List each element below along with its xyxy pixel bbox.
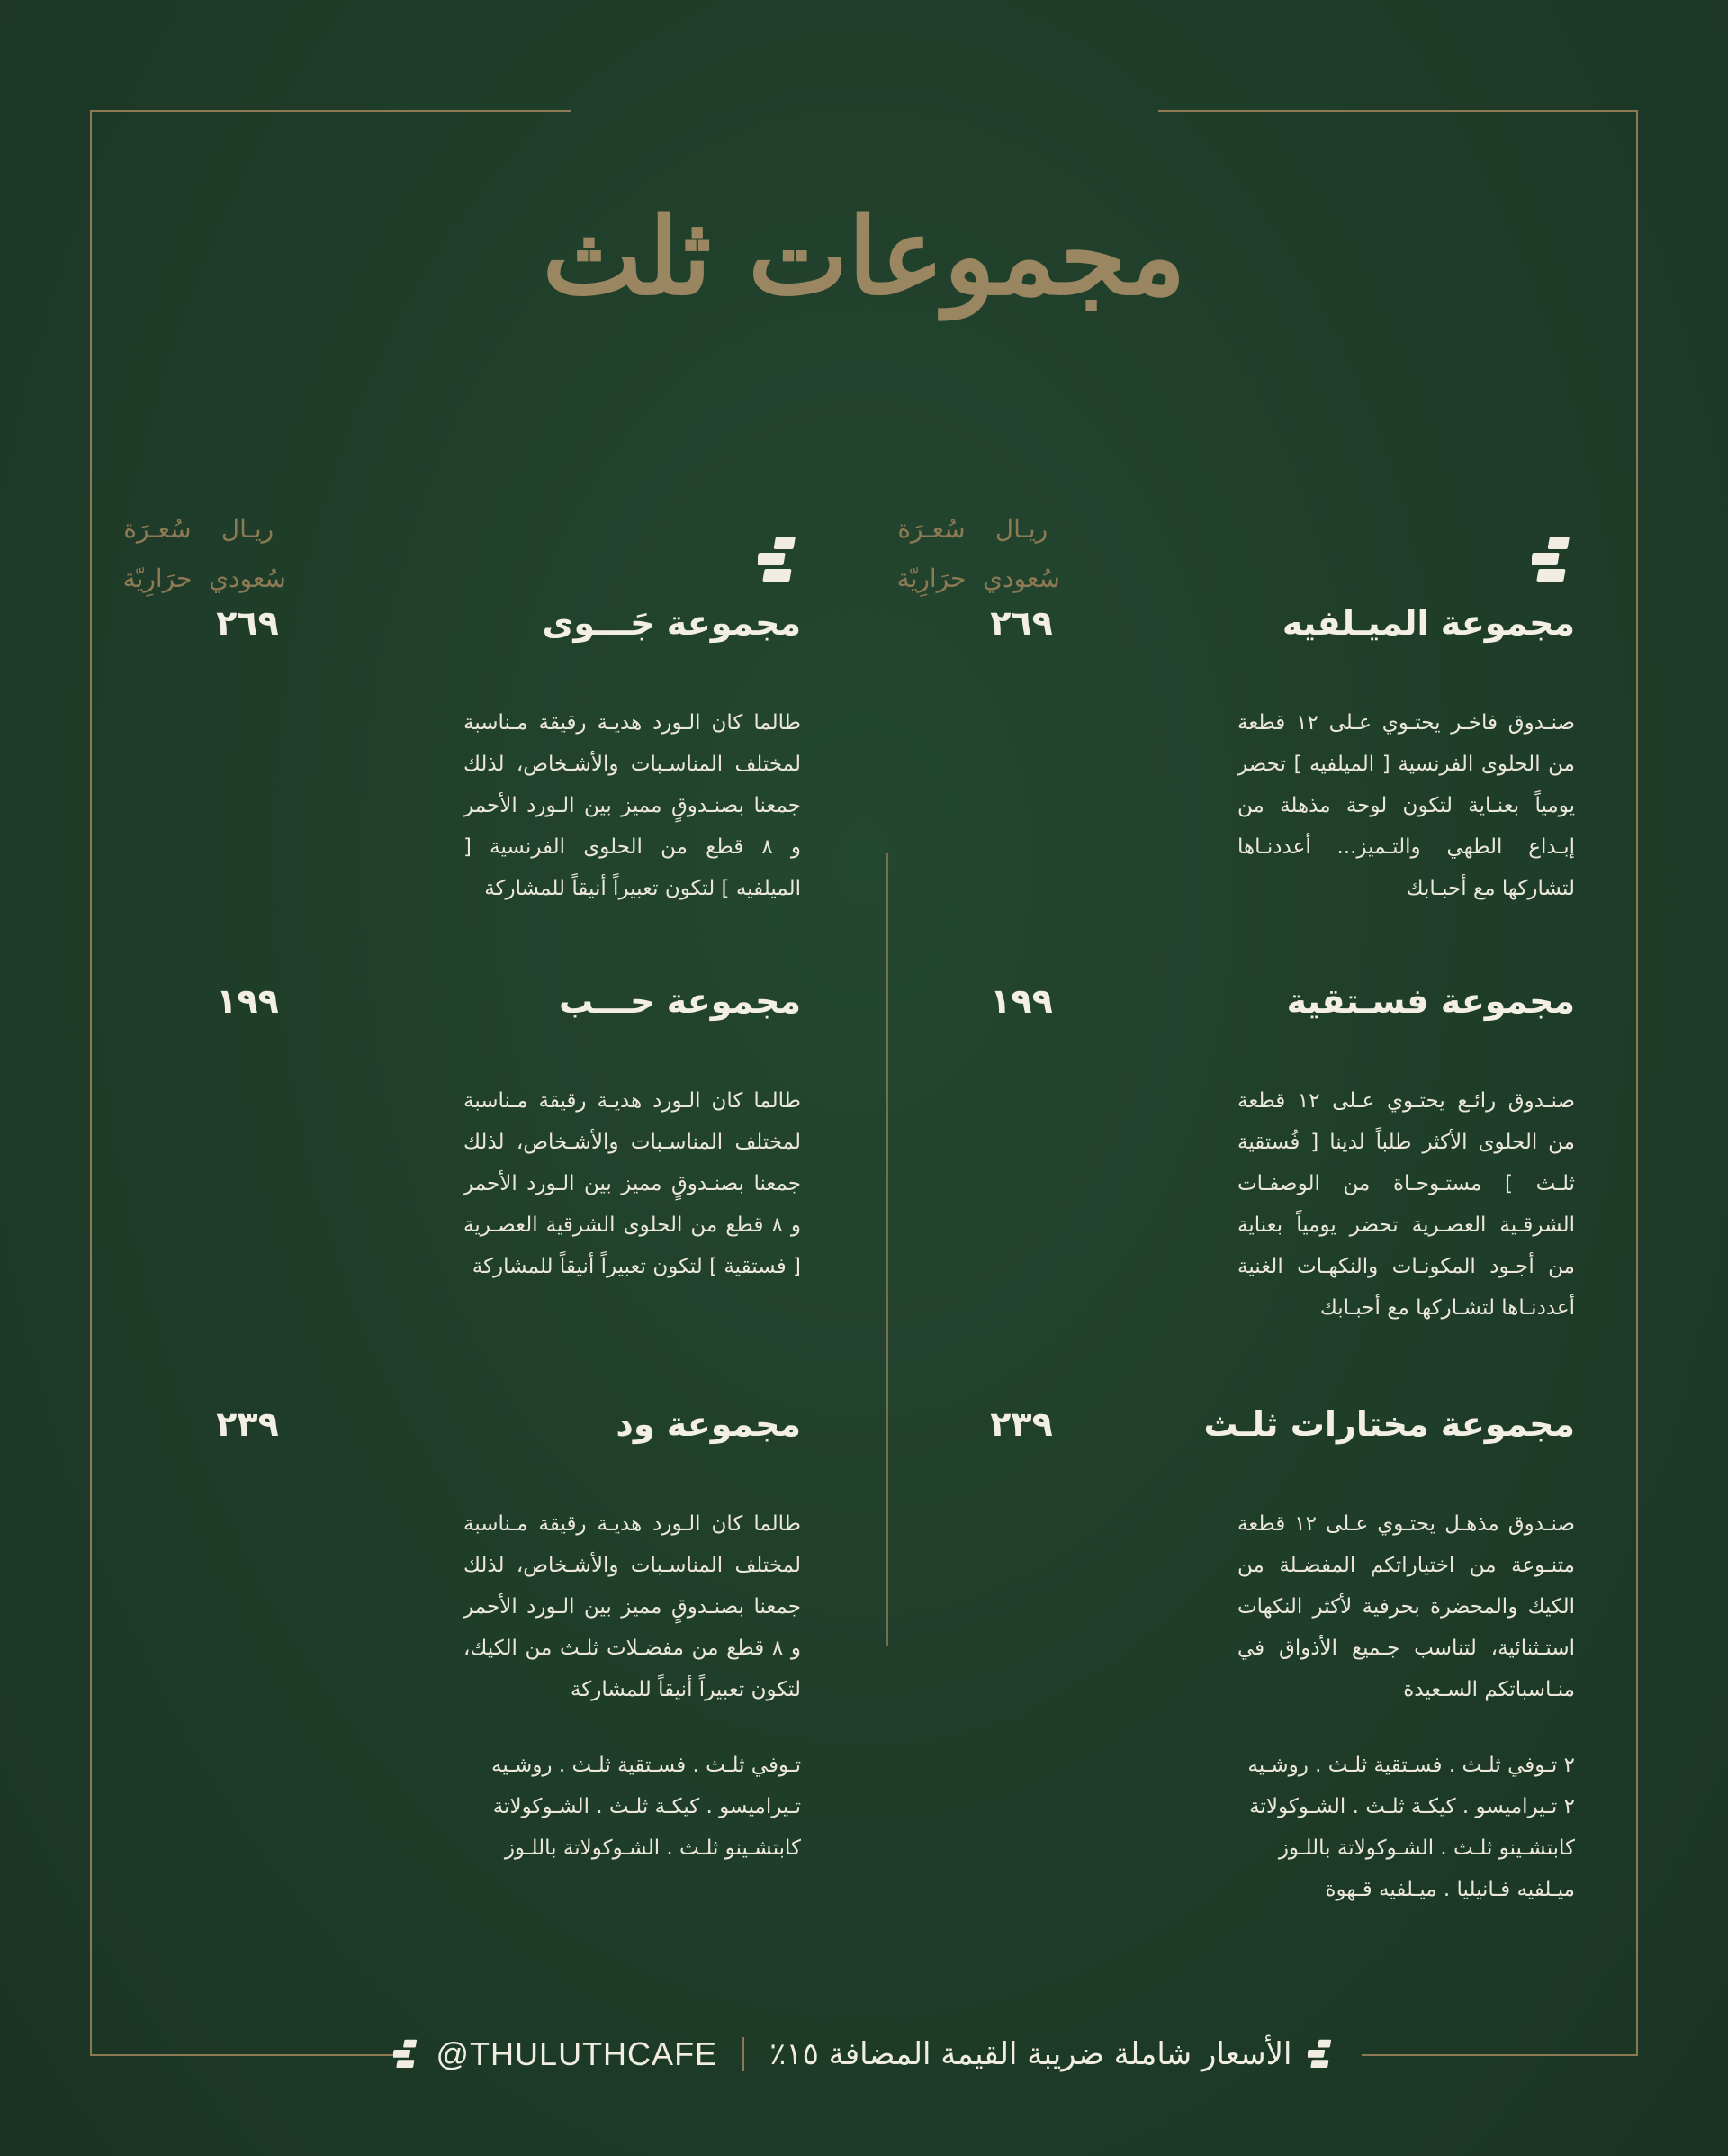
item-name: مجموعة ود — [616, 1404, 801, 1444]
thuluth-logo-icon — [758, 537, 801, 583]
menu-item — [882, 603, 1575, 981]
list-item: ٢ تـوفي ثلـث . فسـتقية ثلـث . روشـيه — [1247, 1754, 1575, 1777]
menu-item — [108, 1404, 801, 1869]
column-header — [882, 504, 1575, 603]
column-header — [108, 504, 801, 603]
currency-label: ريـال سُعودي — [209, 514, 286, 593]
currency-label: ريـال سُعودي — [983, 514, 1060, 593]
item-name: مجموعة الميـلفيه — [1282, 603, 1575, 643]
item-description: صنـدوق فاخـر يحتـوي عـلى ١٢ قطعة من الحلوى الفرنسية [ الميلفيه ] تحضر يومياً بعنـاية لتكون لوحة مذهلة من إبـداع الطهي والتـميز... أعددنـاها لتشاركها مع أحبـابك — [1238, 711, 1575, 900]
menu-item — [882, 1404, 1575, 1910]
footer — [0, 2031, 1728, 2078]
calories-label: سُعـرَة حرَارِيّة — [122, 514, 193, 593]
item-description: صنـدوق رائـع يحتـوي عـلى ١٢ قطعة من الحلوى الأكثر طلباً لدينا [ فُستقية ثلـث ] مستـوحـاة من الوصفـات الشرقـية العصـرية تحضر يومياً بعناية من أجـود المكونـات والنكهـات الغنية أعددنـاها لتشـاركها مع أحبـابك — [1238, 1089, 1575, 1320]
item-name: مجموعة فسـتقية — [1286, 981, 1575, 1021]
calories-label: سُعـرَة حرَارِيّة — [896, 514, 967, 593]
item-description: طالما كان الـورد هديـة رقيقة مـناسبة لمختلف المناسـبات والأشـخاص، لذلك جمعنا بصنـدوقٍ مميز بين الـورد الأحمر و ٨ قطع من مفضـلات ثلـث من الكيك، لتكون تعبيراً أنيقاً للمشاركة — [464, 1512, 801, 1701]
item-name: مجموعة جَـــوى — [542, 603, 801, 643]
menu-item — [108, 981, 801, 1404]
item-description: صنـدوق مذهـل يحتـوي عـلى ١٢ قطعة متنـوعة من اختياراتكم المفضـلة من الكيك والمحضرة بحرفية لأكثر النكهات استـثنائية، لتناسب جـميع الأذواق في منـاسباتكم السـعيدة — [1238, 1512, 1575, 1701]
page-title: مجموعات ثلث — [542, 194, 1186, 319]
item-description: طالما كان الـورد هديـة رقيقة مـناسبة لمختلف المناسـبات والأشـخاص، لذلك جمعنا بصنـدوقٍ مميز بين الـورد الأحمر و ٨ قطع من الحلوى الشرقية العصـرية [ فستقية ] لتكون تعبيراً أنيقاً للمشاركة — [464, 1089, 801, 1278]
item-name: مجموعة حـــب — [558, 981, 801, 1021]
list-item: ميـلفيه فـانيليا . ميـلفيه قـهوة — [1325, 1878, 1575, 1901]
frame-top-right — [1158, 110, 1638, 112]
item-price: ١٩٩ — [990, 981, 1053, 1021]
item-price: ٢٦٩ — [216, 603, 279, 643]
item-price: ٢٣٩ — [990, 1404, 1053, 1444]
thuluth-logo-icon — [1308, 2039, 1335, 2070]
item-price: ١٩٩ — [216, 981, 279, 1021]
list-item: تـوفي ثلـث . فسـتقية ثلـث . روشـيه — [491, 1754, 801, 1777]
item-price: ٢٦٩ — [990, 603, 1053, 643]
menu-item — [882, 981, 1575, 1404]
item-contents-list — [464, 1745, 801, 1869]
item-description: طالما كان الـورد هديـة رقيقة مـناسبة لمختلف المناسـبات والأشـخاص، لذلك جمعنا بصنـدوقٍ مميز بين الـورد الأحمر و ٨ قطع من الحلوى الفرنسية [ الميلفيه ] لتكون تعبيراً أنيقاً للمشاركة — [464, 711, 802, 900]
thuluth-logo-icon — [1532, 537, 1575, 583]
menu-item — [108, 603, 801, 981]
thuluth-logo-icon — [393, 2039, 420, 2070]
tax-note: الأسعار شاملة ضريبة القيمة المضافة ١٥٪ — [770, 2036, 1292, 2072]
frame-top-left — [90, 110, 572, 112]
list-item: كابتشـينو ثلـث . الشـوكولاتة باللـوز — [1278, 1836, 1575, 1860]
menu-column-right — [882, 504, 1575, 1910]
menu-column-left — [108, 504, 801, 1869]
list-item: ٢ تـيراميسو . كيكـة ثلـث . الشـوكولاتة — [1249, 1795, 1575, 1818]
item-contents-list — [1238, 1745, 1575, 1910]
item-price: ٢٣٩ — [216, 1404, 279, 1444]
instagram-handle[interactable]: @THULUTHCAFE — [436, 2035, 718, 2072]
frame-left — [90, 110, 92, 2054]
frame-right — [1636, 110, 1638, 2054]
footer-separator — [742, 2037, 744, 2071]
list-item: كابتشـينو ثلـث . الشـوكولاتة باللـوز — [504, 1836, 801, 1860]
item-name: مجموعة مختارات ثلـث — [1203, 1404, 1575, 1444]
list-item: تـيراميسو . كيكـة ثلـث . الشـوكولاتة — [492, 1795, 801, 1818]
